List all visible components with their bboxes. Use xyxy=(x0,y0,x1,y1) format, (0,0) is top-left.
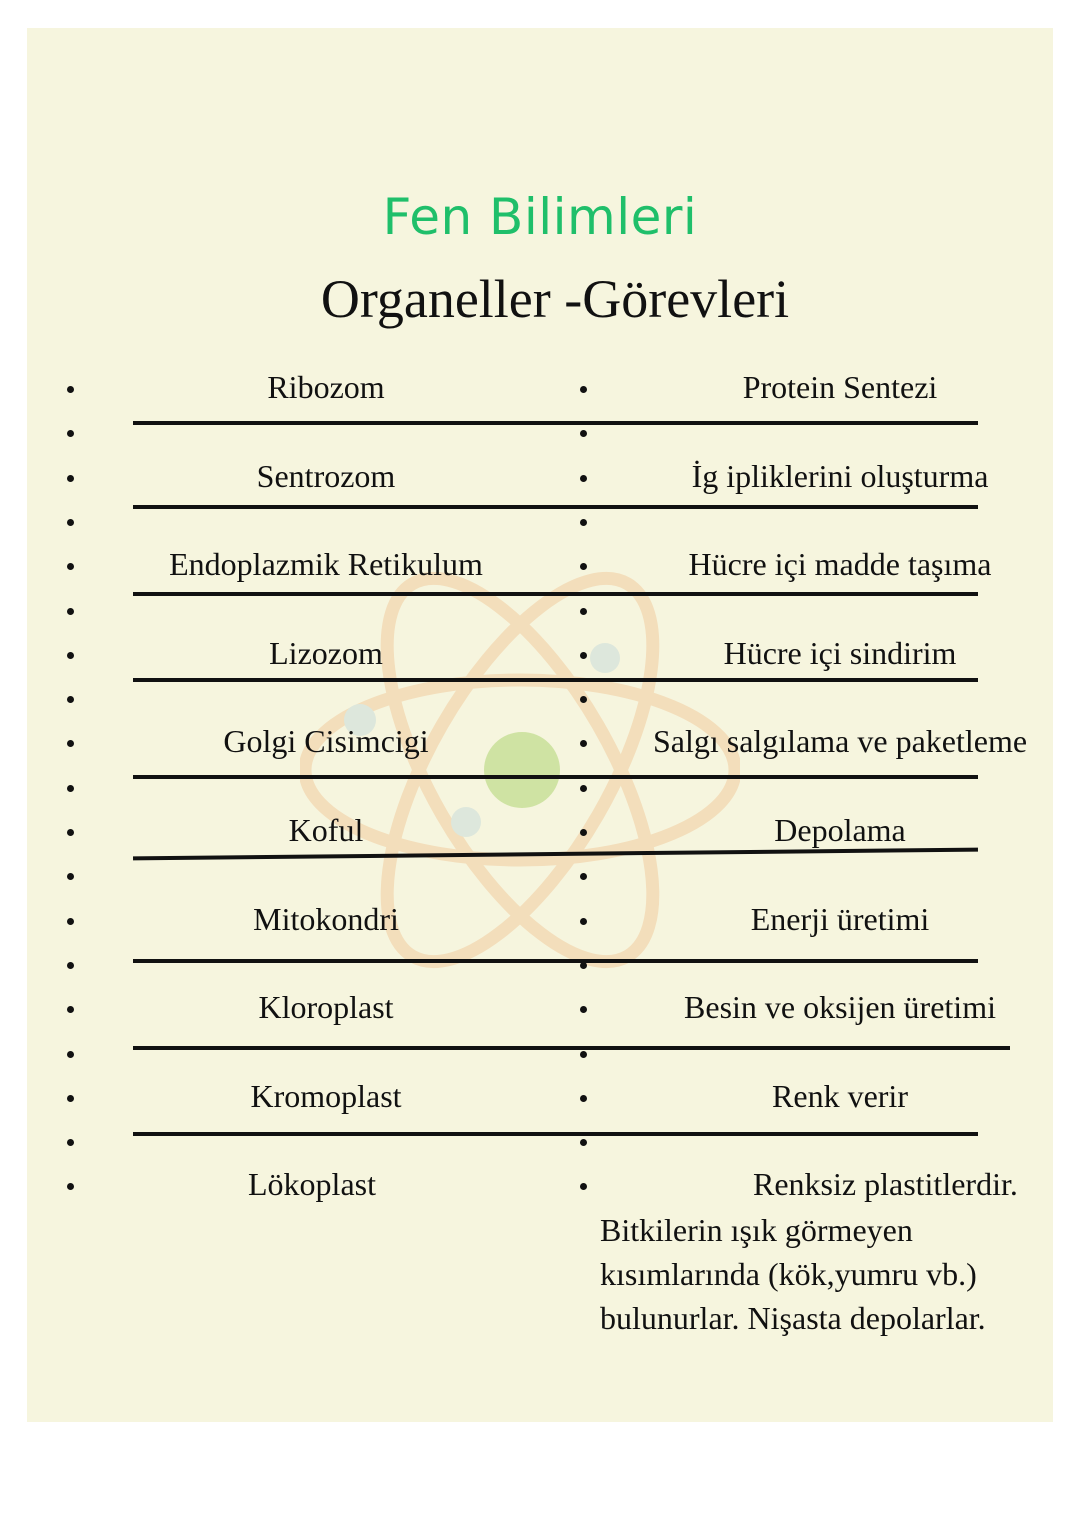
organelle-name: Ribozom xyxy=(267,369,385,405)
lokoplast-description xyxy=(600,1208,986,1340)
organelle-function: Hücre içi madde taşıma xyxy=(688,546,992,583)
organelle-function: Renk verir xyxy=(772,1077,908,1114)
description-line: kısımlarında (kök,yumru vb.) xyxy=(600,1256,977,1292)
row-divider xyxy=(133,959,978,963)
row-divider xyxy=(133,592,978,596)
bullet-icon xyxy=(580,918,587,925)
organelle-function: Salgı salgılama ve paketleme xyxy=(652,723,1028,760)
bullet-icon xyxy=(67,608,74,615)
organelle-name: Lökoplast xyxy=(248,1166,376,1203)
organelle-name: Mitokondri xyxy=(253,900,399,937)
organelle-function: Protein Sentezi xyxy=(742,369,938,405)
row-divider xyxy=(133,1046,1010,1050)
organelle-function: Besin ve oksijen üretimi xyxy=(684,989,996,1026)
bullet-icon xyxy=(67,1095,74,1102)
bullet-icon xyxy=(580,608,587,615)
row-divider xyxy=(133,505,978,509)
organelle-name: Sentrozom xyxy=(256,457,396,494)
organelle-function: Renksiz plastitlerdir. xyxy=(753,1166,1018,1203)
row-divider xyxy=(133,678,978,682)
organelle-name: Kromoplast xyxy=(250,1077,402,1114)
organelle-name: Golgi Cisimcigi xyxy=(223,723,429,760)
bullet-icon xyxy=(67,1051,74,1058)
bullet-icon xyxy=(580,519,587,526)
bullet-icon xyxy=(580,475,587,482)
bullet-icon xyxy=(580,829,587,836)
organelle-function: İg ipliklerini oluşturma xyxy=(691,457,989,494)
description-line: bulunurlar. Nişasta depolarlar. xyxy=(600,1300,986,1336)
organelle-function: Depolama xyxy=(774,812,906,848)
organelle-function: Enerji üretimi xyxy=(750,900,930,937)
bullet-icon xyxy=(580,1051,587,1058)
bullet-icon xyxy=(580,785,587,792)
row-divider xyxy=(133,775,978,779)
row-divider xyxy=(133,1132,978,1136)
bullet-icon xyxy=(67,652,74,659)
organelle-name: Lizozom xyxy=(269,634,383,671)
organelle-function: Hücre içi sindirim xyxy=(723,634,957,671)
bullet-icon xyxy=(67,918,74,925)
description-line: Bitkilerin ışık görmeyen xyxy=(600,1212,913,1248)
row-divider xyxy=(133,421,978,425)
organelle-name: Koful xyxy=(288,812,364,848)
page-title: Organeller -Görevleri xyxy=(320,269,790,329)
bullet-icon xyxy=(580,386,587,393)
bullet-icon xyxy=(580,1095,587,1102)
bullet-icon xyxy=(67,962,74,969)
subject-heading: Fen Bilimleri xyxy=(382,188,698,246)
bullet-icon xyxy=(67,829,74,836)
organelle-name: Kloroplast xyxy=(258,989,394,1026)
bullet-icon xyxy=(67,475,74,482)
bullet-icon xyxy=(67,386,74,393)
organelle-name: Endoplazmik Retikulum xyxy=(169,546,483,583)
bullet-icon xyxy=(580,652,587,659)
bullet-icon xyxy=(67,519,74,526)
bullet-icon xyxy=(67,785,74,792)
